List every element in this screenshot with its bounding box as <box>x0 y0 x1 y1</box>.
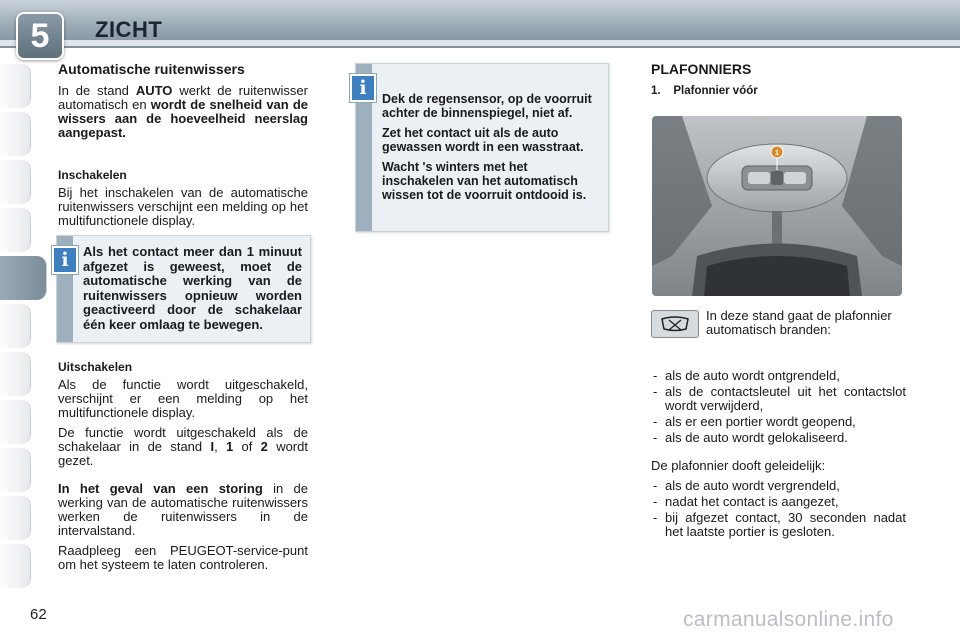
dooft-title: De plafonnier dooft geleidelijk: <box>651 458 826 473</box>
list-item: - bij afgezet contact, 30 seconden nadat het laatste portier is gesloten. <box>651 511 906 539</box>
list-item: - als de auto wordt vergrendeld, <box>651 479 906 493</box>
inschakelen-paragraph: Bij het inschakelen van de automatische ruitenwissers verschijnt een melding op het multifunctionele display. <box>58 185 308 228</box>
ceiling-lamp-door-icon <box>651 310 699 338</box>
info-middle-p1: Dek de regensensor, op de voorruit achter de binnenspiegel, niet af. <box>382 92 592 120</box>
wipers-section <box>58 62 308 234</box>
subsection-title-uitschakelen: Uitschakelen <box>58 360 133 374</box>
chapter-tab[interactable] <box>0 400 31 444</box>
section-title: PLAFONNIERS <box>651 61 752 77</box>
chapter-tabs <box>0 64 34 579</box>
info-middle-p2: Zet het contact uit als de auto gewassen wordt in een wasstraat. <box>382 126 584 154</box>
chapter-title: ZICHT <box>95 17 163 42</box>
storing-paragraph: In het geval van een storing in de werking van de automatische ruitenwissers werken de ruitenwissers in de intervalstand. <box>58 481 308 538</box>
list-item: - als de contactsleutel uit het contactslot wordt verwijderd, <box>651 385 906 413</box>
list-item: - als de auto wordt ontgrendeld, <box>651 369 906 383</box>
chapter-tab[interactable] <box>0 352 31 396</box>
info-middle-text <box>382 92 600 202</box>
page-number: 62 <box>30 606 47 623</box>
subsection-title-inschakelen: Inschakelen <box>58 168 127 182</box>
info-icon: i <box>52 246 78 274</box>
list-item: - nadat het contact is aangezet, <box>651 495 906 509</box>
chapter-tab-active[interactable] <box>0 256 47 300</box>
switch-paragraph: De functie wordt uitgeschakeld als de schakelaar in de stand I, 1 of 2 wordt gezet. <box>58 425 308 468</box>
section-title: Automatische ruitenwissers <box>58 61 245 77</box>
info-box-left <box>56 235 311 343</box>
uitschakelen-paragraph: Als de functie wordt uitgeschakeld, verschijnt er een melding op het multifunctionele display. <box>58 377 308 420</box>
chapter-tab[interactable] <box>0 160 31 204</box>
chapter-tab[interactable] <box>0 448 31 492</box>
raadpleeg-paragraph: Raadpleeg een PEUGEOT-service-punt om het systeem te laten controleren. <box>58 543 308 572</box>
on-conditions-list <box>651 369 906 445</box>
chapter-tab[interactable] <box>0 304 31 348</box>
subsection-title-plafonnier: 1. Plafonnier vóór <box>651 85 758 97</box>
uitschakelen-section <box>58 360 308 578</box>
info-icon: i <box>350 74 376 102</box>
chapter-tab[interactable] <box>0 208 31 252</box>
info-middle-p3: Wacht 's winters met het inschakelen van het automatisch wissen tot de voorruit ontdooid is. <box>382 160 587 202</box>
plafonnier-photo <box>652 116 902 296</box>
watermark: carmanualsonline.info <box>683 608 894 631</box>
intro-paragraph: In de stand AUTO werkt de ruitenwisser automatisch en wordt de snelheid van de wissers aan de hoeveelheid neerslag aangepast. <box>58 83 308 140</box>
plafonnier-conditions <box>651 369 906 547</box>
info-text: Als het contact meer dan 1 minuut afgezet is geweest, moet de automatische werking van de ruitenwissers opnieuw worden geactiveerd door de schakelaar één keer omlaag te bewegen. <box>83 244 302 332</box>
chapter-tab[interactable] <box>0 544 31 588</box>
chapter-tab[interactable] <box>0 496 31 540</box>
chapter-tab[interactable] <box>0 64 31 108</box>
plafonniers-section <box>651 62 906 102</box>
chapter-number-badge: 5 <box>16 12 64 60</box>
list-item: - als er een portier wordt geopend, <box>651 415 906 429</box>
chapter-tab[interactable] <box>0 112 31 156</box>
off-conditions-list <box>651 479 906 539</box>
photo-callout-label: 1 <box>775 150 779 157</box>
icon-caption: In deze stand gaat de plafonnier automatisch branden: <box>706 308 892 337</box>
info-box-middle <box>355 63 609 232</box>
list-item: - als de auto wordt gelokaliseerd. <box>651 431 906 445</box>
